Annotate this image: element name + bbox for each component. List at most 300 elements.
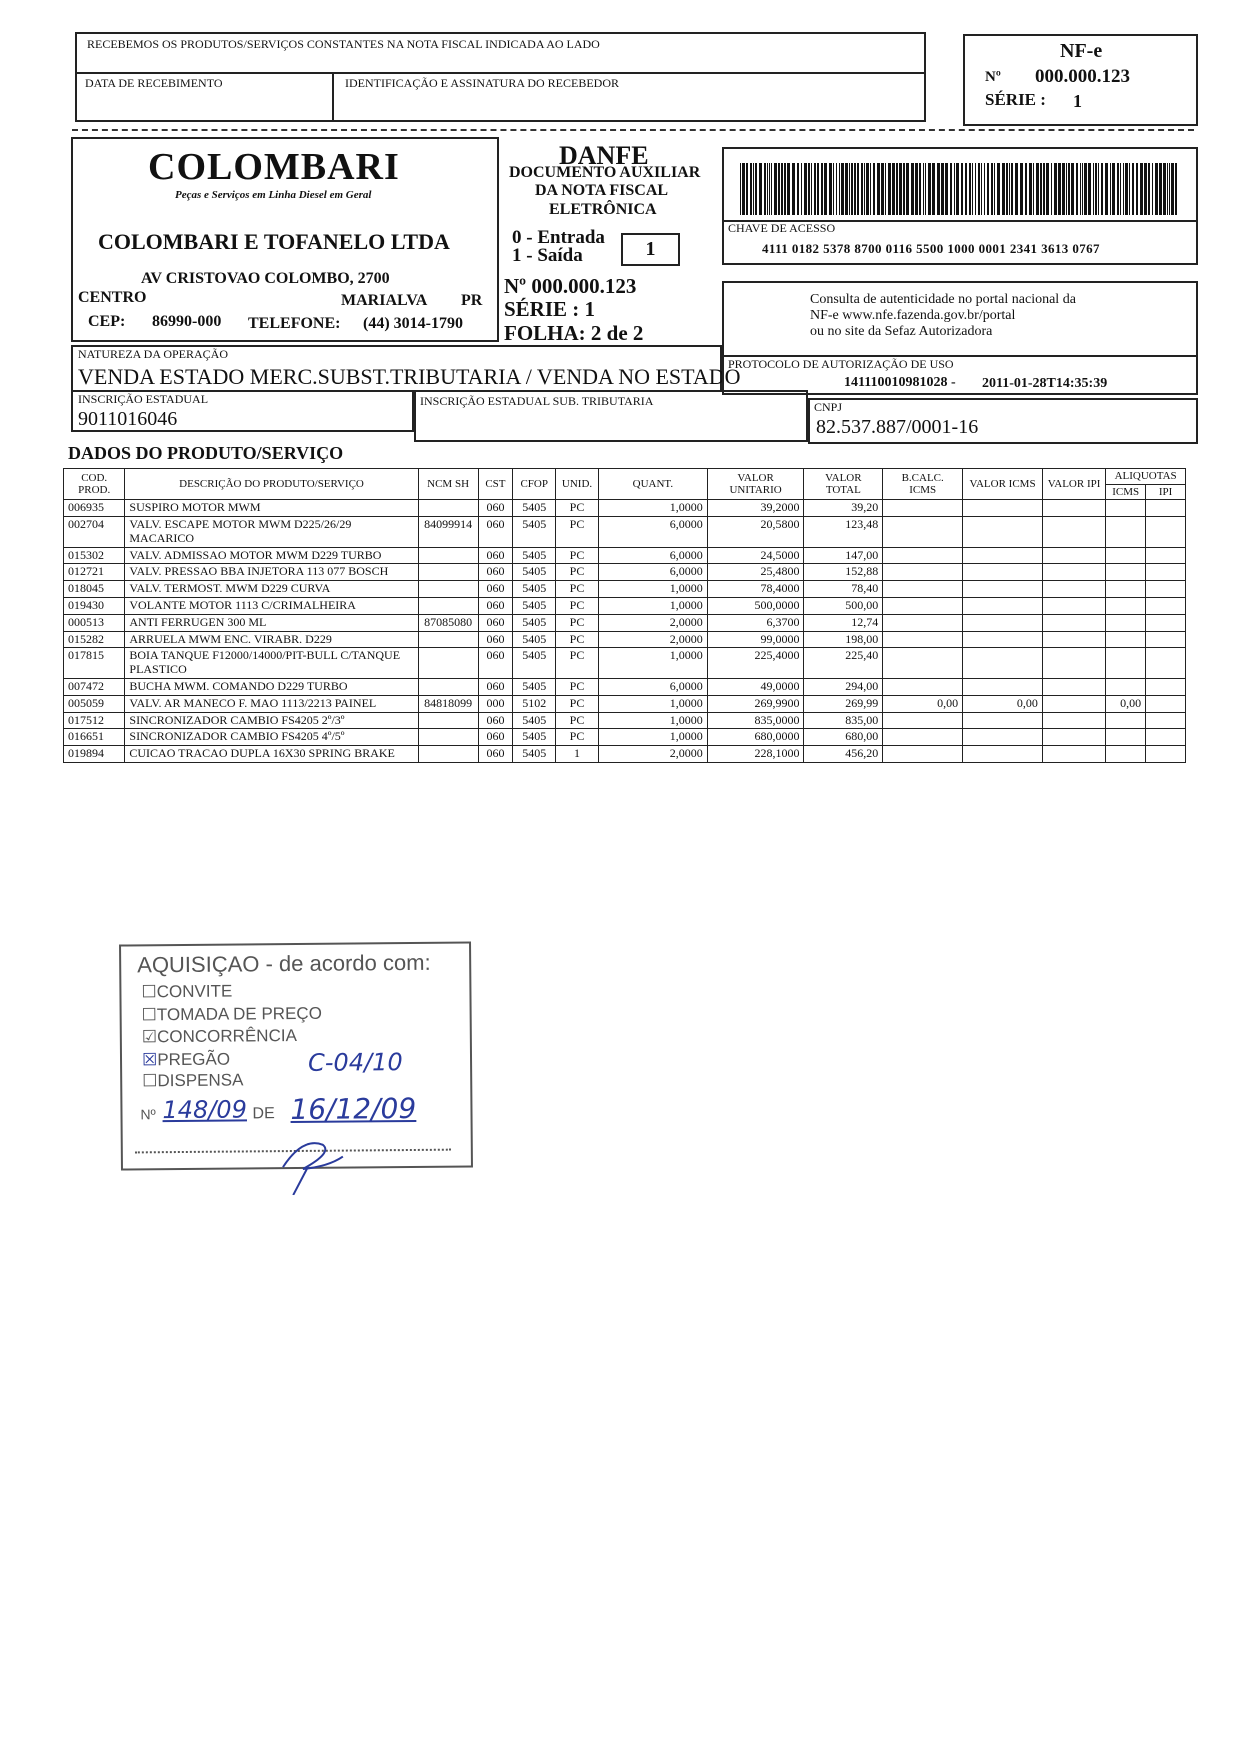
table-row	[64, 598, 1186, 615]
barcode-bar	[1025, 163, 1027, 215]
cell-bcalc	[883, 614, 963, 631]
barcode-bar	[742, 163, 745, 215]
checkbox-icon: ☐	[141, 982, 157, 1002]
cell-vicms	[963, 729, 1043, 746]
cell-bcalc	[883, 500, 963, 517]
barcode-bar	[814, 163, 816, 215]
cell-desc: VALV. TERMOST. MWM D229 CURVA	[125, 581, 418, 598]
stamp-handwritten-code: C-04/10	[307, 1048, 403, 1077]
cell-ncm: 84818099	[418, 695, 478, 712]
barcode-bar	[821, 163, 823, 215]
cell-vicms	[963, 517, 1043, 548]
cell-ncm	[418, 598, 478, 615]
barcode-bar	[1129, 163, 1130, 215]
col-vtotal: VALOR TOTAL	[804, 469, 883, 500]
ie-sub-box	[414, 390, 808, 442]
cell-cod: 018045	[64, 581, 125, 598]
issuer-phone: (44) 3014-1790	[363, 315, 463, 332]
barcode-bar	[774, 163, 777, 215]
cell-vtotal: 78,40	[804, 581, 883, 598]
cell-ncm	[418, 679, 478, 696]
barcode-bar	[896, 163, 898, 215]
cell-cod: 006935	[64, 500, 125, 517]
cell-unid: PC	[556, 581, 599, 598]
danfe-entrada: 0 - Entrada	[512, 227, 605, 248]
col-unid: UNID.	[556, 469, 599, 500]
barcode-bar	[784, 163, 786, 215]
barcode-bar	[1082, 163, 1083, 215]
barcode-bar	[1169, 163, 1170, 215]
cell-aliq-icms	[1106, 500, 1146, 517]
barcode-bar	[1140, 163, 1143, 215]
danfe-page: FOLHA: 2 de 2	[504, 321, 644, 345]
cell-aliq-icms	[1106, 547, 1146, 564]
barcode-bar	[870, 163, 871, 215]
cell-vunit: 99,0000	[707, 631, 804, 648]
protocol-value: 141110010981028 -	[844, 375, 956, 390]
barcode-bar	[1152, 163, 1153, 215]
cell-cst: 060	[478, 517, 513, 548]
barcode-bar	[851, 163, 853, 215]
barcode-bar	[1112, 163, 1115, 215]
protocol-box	[722, 355, 1198, 395]
nfe-series-label: SÉRIE :	[985, 90, 1046, 109]
cnpj-value: 82.537.887/0001-16	[816, 416, 979, 438]
barcode-bar	[975, 163, 976, 215]
cell-unid: PC	[556, 695, 599, 712]
issuer-slogan: Peças e Serviços em Linha Diesel em Geral	[175, 189, 372, 201]
col-aliquotas: ALIQUOTAS	[1106, 469, 1186, 485]
col-cst: CST	[478, 469, 513, 500]
cell-ncm	[418, 746, 478, 763]
cell-ncm: 84099914	[418, 517, 478, 548]
barcode-bar	[746, 163, 748, 215]
cell-unid: PC	[556, 517, 599, 548]
cell-ncm	[418, 547, 478, 564]
cell-vtotal: 500,00	[804, 598, 883, 615]
nature-box	[71, 345, 741, 392]
cell-vicms	[963, 581, 1043, 598]
danfe-saida: 1 - Saída	[512, 245, 583, 266]
cell-vicms	[963, 614, 1043, 631]
barcode-bar	[866, 163, 869, 215]
cell-desc: VOLANTE MOTOR 1113 C/CRIMALHEIRA	[125, 598, 418, 615]
barcode-bar	[769, 163, 770, 215]
cell-cfop: 5405	[513, 712, 556, 729]
issuer-city: MARIALVA	[341, 292, 428, 309]
barcode-bar	[801, 163, 802, 215]
stamp-option-pregao	[142, 1050, 230, 1071]
cell-cfop: 5405	[513, 614, 556, 631]
table-row	[64, 517, 1186, 548]
barcode-bar	[1066, 163, 1067, 215]
barcode-bar	[1015, 163, 1018, 215]
cell-cfop: 5405	[513, 517, 556, 548]
barcode-bar	[932, 163, 935, 215]
cell-bcalc	[883, 547, 963, 564]
barcode-bar	[1159, 163, 1162, 215]
danfe-title: DANFE	[559, 141, 649, 170]
cell-cst: 060	[478, 746, 513, 763]
cell-cst: 060	[478, 631, 513, 648]
cell-aliq-icms	[1106, 712, 1146, 729]
stamp-option-tomada	[142, 1004, 322, 1026]
barcode-bar	[1093, 163, 1094, 215]
cell-cod: 002704	[64, 517, 125, 548]
cell-vunit: 39,2000	[707, 500, 804, 517]
cell-aliq-icms: 0,00	[1106, 695, 1146, 712]
barcode-bar	[849, 163, 850, 215]
col-vipi: VALOR IPI	[1042, 469, 1105, 500]
col-cfop: CFOP	[513, 469, 556, 500]
cell-bcalc	[883, 631, 963, 648]
barcode-bar	[1080, 163, 1081, 215]
barcode-bar	[1040, 163, 1042, 215]
receipt-header: RECEBEMOS OS PRODUTOS/SERVIÇOS CONSTANTES NA NOTA FISCAL INDICADA AO LADO	[87, 37, 600, 51]
cell-unid: PC	[556, 679, 599, 696]
barcode-bar	[764, 163, 766, 215]
cell-aliq-ipi	[1146, 648, 1186, 679]
barcode-bar	[767, 163, 768, 215]
checked-checkbox-icon: ☑	[141, 1027, 158, 1047]
cell-aliq-icms	[1106, 729, 1146, 746]
consult-line-3: ou no site da Sefaz Autorizadora	[810, 324, 993, 339]
cell-aliq-icms	[1106, 598, 1146, 615]
barcode-bar	[1098, 163, 1099, 215]
cell-vunit: 78,4000	[707, 581, 804, 598]
barcode-bar	[804, 163, 807, 215]
ie-box	[71, 390, 414, 432]
cell-quant: 1,0000	[598, 581, 707, 598]
cell-ncm	[418, 581, 478, 598]
barcode-bar	[829, 163, 832, 215]
cell-vipi	[1042, 712, 1105, 729]
cell-quant: 1,0000	[598, 712, 707, 729]
barcode-bar	[915, 163, 918, 215]
ie-label: INSCRIÇÃO ESTADUAL	[78, 392, 209, 406]
table-row	[64, 500, 1186, 517]
barcode-bar	[1095, 163, 1097, 215]
col-vunit: VALOR UNITARIO	[707, 469, 804, 500]
access-key-label: CHAVE DE ACESSO	[728, 221, 836, 235]
cell-vtotal: 198,00	[804, 631, 883, 648]
stamp-option-convite	[141, 982, 232, 1003]
cell-quant: 6,0000	[598, 547, 707, 564]
barcode-bar	[877, 163, 880, 215]
barcode-bar	[1105, 163, 1108, 215]
cell-vunit: 500,0000	[707, 598, 804, 615]
barcode-bar	[1009, 163, 1010, 215]
barcode-bar	[781, 163, 783, 215]
barcode-bar	[945, 163, 948, 215]
danfe-subtitle-3: ELETRÔNICA	[549, 201, 657, 218]
cell-vipi	[1042, 598, 1105, 615]
stamp-de-label: DE	[252, 1105, 275, 1123]
barcode-bar	[755, 163, 757, 215]
receipt-vdivider	[332, 72, 334, 122]
access-key-value: 4111 0182 5378 8700 0116 5500 1000 0001 2341 3613 0767	[762, 241, 1100, 256]
cell-cod: 015282	[64, 631, 125, 648]
barcode-bar	[928, 163, 931, 215]
cell-vtotal: 12,74	[804, 614, 883, 631]
cell-bcalc	[883, 598, 963, 615]
cell-vunit: 228,1000	[707, 746, 804, 763]
cell-cod: 017815	[64, 648, 125, 679]
cell-cfop: 5405	[513, 631, 556, 648]
access-key-box	[722, 147, 1198, 265]
barcode-bar	[956, 163, 959, 215]
nature-label: NATUREZA DA OPERAÇÃO	[78, 347, 229, 361]
col-cod: COD. PROD.	[64, 469, 125, 500]
danfe-subtitle-2: DA NOTA FISCAL	[535, 182, 669, 199]
barcode-bar	[991, 163, 993, 215]
stamp-title: AQUISIÇAO - de acordo com:	[137, 949, 431, 978]
cell-bcalc	[883, 746, 963, 763]
cell-aliq-ipi	[1146, 581, 1186, 598]
cell-cst: 060	[478, 712, 513, 729]
table-row	[64, 564, 1186, 581]
cell-bcalc	[883, 581, 963, 598]
barcode-bar	[1136, 163, 1138, 215]
cell-ncm	[418, 712, 478, 729]
cell-desc: VALV. ADMISSAO MOTOR MWM D229 TURBO	[125, 547, 418, 564]
cell-vipi	[1042, 500, 1105, 517]
cell-vicms	[963, 598, 1043, 615]
barcode-bar	[1043, 163, 1045, 215]
barcode	[740, 163, 1180, 215]
cell-desc: SINCRONIZADOR CAMBIO FS4205 4º/5º	[125, 729, 418, 746]
cell-aliq-ipi	[1146, 729, 1186, 746]
cell-vipi	[1042, 581, 1105, 598]
cell-unid: PC	[556, 547, 599, 564]
cell-aliq-icms	[1106, 564, 1146, 581]
cnpj-label: CNPJ	[814, 400, 843, 414]
cell-vipi	[1042, 695, 1105, 712]
cell-desc: BOIA TANQUE F12000/14000/PIT-BULL C/TANQUE PLASTICO	[125, 648, 418, 679]
cell-bcalc	[883, 648, 963, 679]
barcode-bar	[1062, 163, 1065, 215]
protocol-date: 2011-01-28T14:35:39	[982, 376, 1108, 391]
cell-vtotal: 123,48	[804, 517, 883, 548]
cell-aliq-icms	[1106, 517, 1146, 548]
cell-aliq-ipi	[1146, 564, 1186, 581]
cell-vunit: 49,0000	[707, 679, 804, 696]
cell-aliq-ipi	[1146, 598, 1186, 615]
barcode-bar	[984, 163, 985, 215]
cell-bcalc	[883, 729, 963, 746]
barcode-bar	[792, 163, 795, 215]
cell-ncm: 87085080	[418, 614, 478, 631]
cell-quant: 6,0000	[598, 564, 707, 581]
table-row	[64, 695, 1186, 712]
issuer-logo: COLOMBARI	[148, 146, 400, 188]
cell-cst: 060	[478, 598, 513, 615]
barcode-bar	[857, 163, 859, 215]
cell-aliq-icms	[1106, 648, 1146, 679]
cell-quant: 2,0000	[598, 614, 707, 631]
barcode-bar	[1029, 163, 1032, 215]
cell-quant: 6,0000	[598, 679, 707, 696]
cell-vicms	[963, 648, 1043, 679]
danfe-type-value: 1	[621, 233, 680, 266]
cell-desc: VALV. ESCAPE MOTOR MWM D225/26/29 MACARICO	[125, 517, 418, 548]
cell-desc: VALV. AR MANECO F. MAO 1113/2213 PAINEL	[125, 695, 418, 712]
cell-vunit: 20,5800	[707, 517, 804, 548]
barcode-bar	[969, 163, 971, 215]
barcode-bar	[1006, 163, 1008, 215]
barcode-bar	[787, 163, 790, 215]
barcode-bar	[1120, 163, 1121, 215]
nfe-number: 000.000.123	[1035, 66, 1130, 87]
danfe-subtitle-1: DOCUMENTO AUXILIAR	[509, 164, 701, 181]
barcode-bar	[1054, 163, 1057, 215]
barcode-bar	[987, 163, 989, 215]
products-section-title: DADOS DO PRODUTO/SERVIÇO	[68, 443, 344, 463]
crossed-checkbox-icon: ☒	[141, 1050, 158, 1070]
nfe-series: 1	[1073, 91, 1082, 111]
cell-unid: PC	[556, 648, 599, 679]
barcode-bar	[903, 163, 905, 215]
barcode-bar	[808, 163, 810, 215]
ie-sub-label: INSCRIÇÃO ESTADUAL SUB. TRIBUTARIA	[420, 394, 654, 408]
cell-cst: 060	[478, 679, 513, 696]
barcode-bar	[1002, 163, 1005, 215]
barcode-bar	[1058, 163, 1061, 215]
cell-vunit: 6,3700	[707, 614, 804, 631]
cell-quant: 1,0000	[598, 500, 707, 517]
cell-vicms	[963, 631, 1043, 648]
receipt-date-label: DATA DE RECEBIMENTO	[85, 76, 223, 90]
barcode-bar	[1144, 163, 1147, 215]
stamp-date: 16/12/09	[290, 1091, 417, 1127]
cell-cod: 016651	[64, 729, 125, 746]
stamp-option-concorrencia	[142, 1026, 297, 1047]
issuer-state: PR	[461, 292, 483, 309]
cell-vtotal: 147,00	[804, 547, 883, 564]
cell-cfop: 5405	[513, 648, 556, 679]
cell-cod: 007472	[64, 679, 125, 696]
nfe-number-label: Nº	[985, 69, 1001, 85]
cell-cfop: 5102	[513, 695, 556, 712]
cell-aliq-icms	[1106, 746, 1146, 763]
issuer-address: AV CRISTOVAO COLOMBO, 2700	[141, 270, 390, 287]
cell-cst: 060	[478, 564, 513, 581]
cell-desc: ANTI FERRUGEN 300 ML	[125, 614, 418, 631]
cell-cst: 060	[478, 648, 513, 679]
table-row	[64, 631, 1186, 648]
cell-aliq-icms	[1106, 581, 1146, 598]
barcode-bar	[1171, 163, 1174, 215]
barcode-bar	[972, 163, 973, 215]
barcode-bar	[911, 163, 914, 215]
cell-desc: SUSPIRO MOTOR MWM	[125, 500, 418, 517]
barcode-bar	[1046, 163, 1049, 215]
barcode-bar	[906, 163, 909, 215]
barcode-bar	[1051, 163, 1052, 215]
cell-cst: 000	[478, 695, 513, 712]
barcode-bar	[833, 163, 834, 215]
cell-bcalc	[883, 564, 963, 581]
cell-unid: PC	[556, 712, 599, 729]
cell-unid: PC	[556, 631, 599, 648]
barcode-bar	[839, 163, 840, 215]
stamp-num-label: Nº	[140, 1106, 156, 1123]
cell-ncm	[418, 631, 478, 648]
cell-vipi	[1042, 729, 1105, 746]
cell-vunit: 680,0000	[707, 729, 804, 746]
barcode-bar	[845, 163, 848, 215]
cell-aliq-ipi	[1146, 679, 1186, 696]
barcode-bar	[1125, 163, 1128, 215]
cell-aliq-ipi	[1146, 517, 1186, 548]
barcode-bar	[994, 163, 995, 215]
barcode-bar	[854, 163, 856, 215]
cell-cod: 005059	[64, 695, 125, 712]
barcode-bar	[873, 163, 875, 215]
issuer-box	[71, 137, 499, 342]
barcode-bar	[841, 163, 844, 215]
cell-vtotal: 152,88	[804, 564, 883, 581]
cell-ncm	[418, 564, 478, 581]
cell-desc: ARRUELA MWM ENC. VIRABR. D229	[125, 631, 418, 648]
cell-vicms	[963, 500, 1043, 517]
cell-quant: 1,0000	[598, 729, 707, 746]
barcode-bar	[925, 163, 926, 215]
checkbox-icon: ☐	[141, 1005, 157, 1025]
receipt-signature-label: IDENTIFICAÇÃO E ASSINATURA DO RECEBEDOR	[345, 76, 620, 90]
stamp-num: 148/09	[162, 1095, 248, 1125]
barcode-bar	[861, 163, 863, 215]
barcode-bar	[778, 163, 780, 215]
cell-cfop: 5405	[513, 500, 556, 517]
cell-vipi	[1042, 746, 1105, 763]
barcode-bar	[1132, 163, 1134, 215]
barcode-bar	[771, 163, 772, 215]
stamp-option-label: PREGÃO	[157, 1049, 231, 1070]
stamp-option-label: TOMADA DE PREÇO	[156, 1003, 322, 1025]
cell-cfop: 5405	[513, 564, 556, 581]
cell-cod: 019430	[64, 598, 125, 615]
cell-bcalc	[883, 517, 963, 548]
issuer-phone-label: TELEFONE:	[248, 315, 341, 332]
barcode-bar	[864, 163, 865, 215]
table-row	[64, 712, 1186, 729]
consult-line-2: NF-e www.nfe.fazenda.gov.br/portal	[810, 308, 1016, 323]
cell-vipi	[1042, 648, 1105, 679]
col-quant: QUANT.	[598, 469, 707, 500]
cell-vtotal: 39,20	[804, 500, 883, 517]
barcode-bar	[1163, 163, 1166, 215]
cell-quant: 1,0000	[598, 648, 707, 679]
cell-vunit: 25,4800	[707, 564, 804, 581]
barcode-bar	[997, 163, 1000, 215]
cell-ncm	[418, 648, 478, 679]
col-bcalc: B.CALC. ICMS	[883, 469, 963, 500]
barcode-bar	[919, 163, 921, 215]
cell-cst: 060	[478, 581, 513, 598]
cell-aliq-ipi	[1146, 631, 1186, 648]
barcode-bar	[836, 163, 837, 215]
cell-unid: PC	[556, 614, 599, 631]
cell-ncm	[418, 500, 478, 517]
cell-vunit: 24,5000	[707, 547, 804, 564]
stamp-option-label: CONVITE	[156, 981, 233, 1002]
cell-vipi	[1042, 564, 1105, 581]
cut-line	[72, 129, 1194, 131]
barcode-bar	[811, 163, 812, 215]
cell-bcalc	[883, 679, 963, 696]
col-aliq-ipi: IPI	[1146, 484, 1186, 500]
